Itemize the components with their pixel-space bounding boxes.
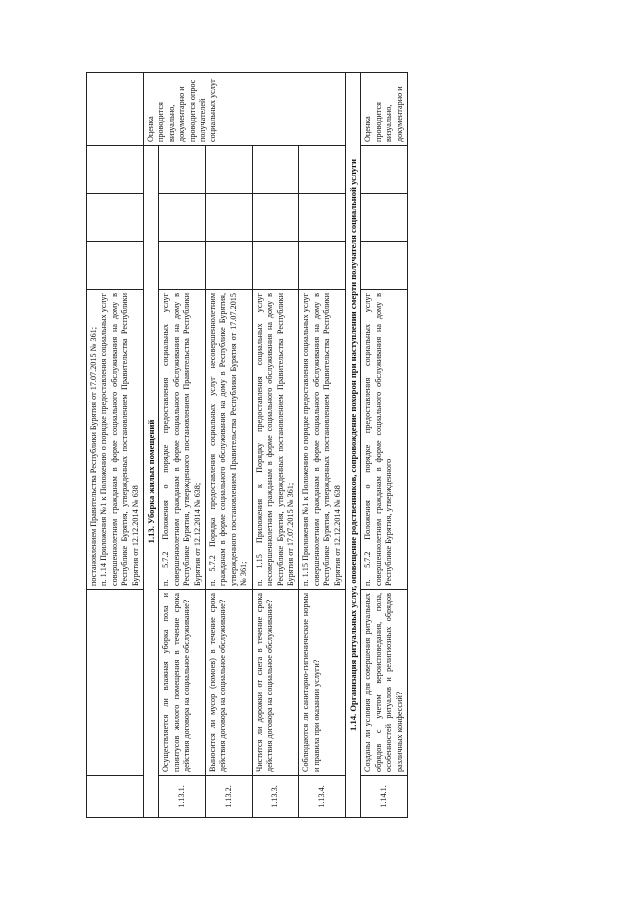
question-cell bbox=[87, 590, 144, 776]
question-text: Чистится ли дорожки от снега в течение срока действия договора на социальное обслуживание? bbox=[252, 590, 299, 776]
section-header-row bbox=[144, 73, 159, 818]
answer-yes-cell bbox=[299, 242, 346, 290]
table-row bbox=[361, 73, 408, 818]
answer-yes-cell bbox=[361, 242, 408, 290]
answer-no-cell bbox=[206, 194, 253, 242]
item-number: 1.14.1. bbox=[361, 776, 408, 818]
item-number: 1.13.3. bbox=[252, 776, 299, 818]
legal-reference-cell bbox=[87, 290, 144, 590]
question-text: Соблюдаются ли санитарно-гигиенические нормы и правила при оказании услуги? bbox=[299, 590, 346, 776]
question-text: Выносится ли мусор (помоев) в течение срока действия договора на социальное обслуживание? bbox=[206, 590, 253, 776]
answer-no-cell bbox=[159, 194, 206, 242]
section-title: 1.13. Уборка жилых помещений bbox=[144, 146, 159, 818]
answer-yes-cell bbox=[159, 242, 206, 290]
legal-reference-text: п. 5.7.2 Положения о порядке предоставления социальных услуг совершеннолетним гражданам в форме социального обслуживания на дому в Республике Бурятия, утвержденного постановлением Правительства Республики Бурятия от 12.12.2014 № 638; bbox=[159, 290, 206, 590]
answer-no-cell bbox=[361, 194, 408, 242]
item-number: 1.13.4. bbox=[299, 776, 346, 818]
answer-na-cell bbox=[299, 146, 346, 194]
answer-na-cell bbox=[252, 146, 299, 194]
item-number: 1.13.2. bbox=[206, 776, 253, 818]
answer-yes-cell bbox=[252, 242, 299, 290]
answer-na-cell bbox=[361, 146, 408, 194]
legal-reference-text: постановлением Правительства Республики Бурятия от 17.07.2015 № 361; bbox=[89, 326, 98, 586]
note-cell: Оценка проводится визуально, документарно и проводится опрос получателей социальных услуг bbox=[144, 73, 346, 146]
question-text: Созданы ли условия для совершения ритуальных обрядов с учетом вероисповедания, пола, особенностей ритуалов и религиозных обрядов различных конфессий? bbox=[361, 590, 408, 776]
answer-na-cell bbox=[87, 146, 144, 194]
legal-reference-text: п. 5.7.2 Положения о порядке предоставления социальных услуг совершеннолетним гражданам в форме социального обслуживания на дому в Республике Бурятия, утвержденного bbox=[361, 290, 408, 590]
number-cell bbox=[87, 776, 144, 818]
answer-yes-cell bbox=[87, 242, 144, 290]
note-cell bbox=[87, 73, 144, 146]
table-row bbox=[206, 73, 253, 818]
section-header-row bbox=[345, 73, 360, 818]
table-row bbox=[299, 73, 346, 818]
answer-no-cell bbox=[252, 194, 299, 242]
answer-no-cell bbox=[299, 194, 346, 242]
table-row bbox=[87, 73, 144, 818]
legal-reference-text: п. 1.14 Приложения №1 к Положению о порядке предоставления социальных услуг совершеннолетним гражданам в форме социального обслуживания на дому в Республике Бурятия, утвержденных постановлением Правительства Республики Бурятия от 12.12.2014 № 638 bbox=[99, 293, 140, 586]
table-row bbox=[252, 73, 299, 818]
table-row bbox=[159, 73, 206, 818]
answer-na-cell bbox=[206, 146, 253, 194]
answer-na-cell bbox=[159, 146, 206, 194]
note-cell: Оценка проводится визуально, документарно и bbox=[361, 73, 408, 146]
answer-no-cell bbox=[87, 194, 144, 242]
question-text: Осуществляется ли влажная уборка пола и плинтусов жилого помещения в течение срока действия договора на социальное обслуживание? bbox=[159, 590, 206, 776]
answer-yes-cell bbox=[206, 242, 253, 290]
legal-reference-text: п. 1.15 Приложения к Порядку предоставления социальных услуг несовершеннолетним гражданам в форме социального обслуживания на дому в Республике Бурятия, утвержденных постановлением Правительства Республики Бурятия от 17.07.2015 № 361; bbox=[252, 290, 299, 590]
inspection-table bbox=[86, 72, 408, 818]
legal-reference-text: п. 5.7.2 Порядка предоставления социальных услуг несовершеннолетним гражданам в форме социального обслуживания на дому в Республике Бурятия, утвержденного постановлением Правительства Республики Бурятия от 17.07.2015 № 361; bbox=[206, 290, 253, 590]
section-title: 1.14. Организация ритуальных услуг, оповещение родственников, сопровождение похорон при наступлении смерти получателя социальной услуги bbox=[345, 73, 360, 818]
legal-reference-text: п. 1.15 Приложения №1 к Положению о порядке предоставления социальных услуг совершеннолетним гражданам в форме социального обслуживания на дому в Республике Бурятия, утвержденных постановлением Правительства Республики Бурятия от 12.12.2014 № 638 bbox=[299, 290, 346, 590]
item-number: 1.13.1. bbox=[159, 776, 206, 818]
